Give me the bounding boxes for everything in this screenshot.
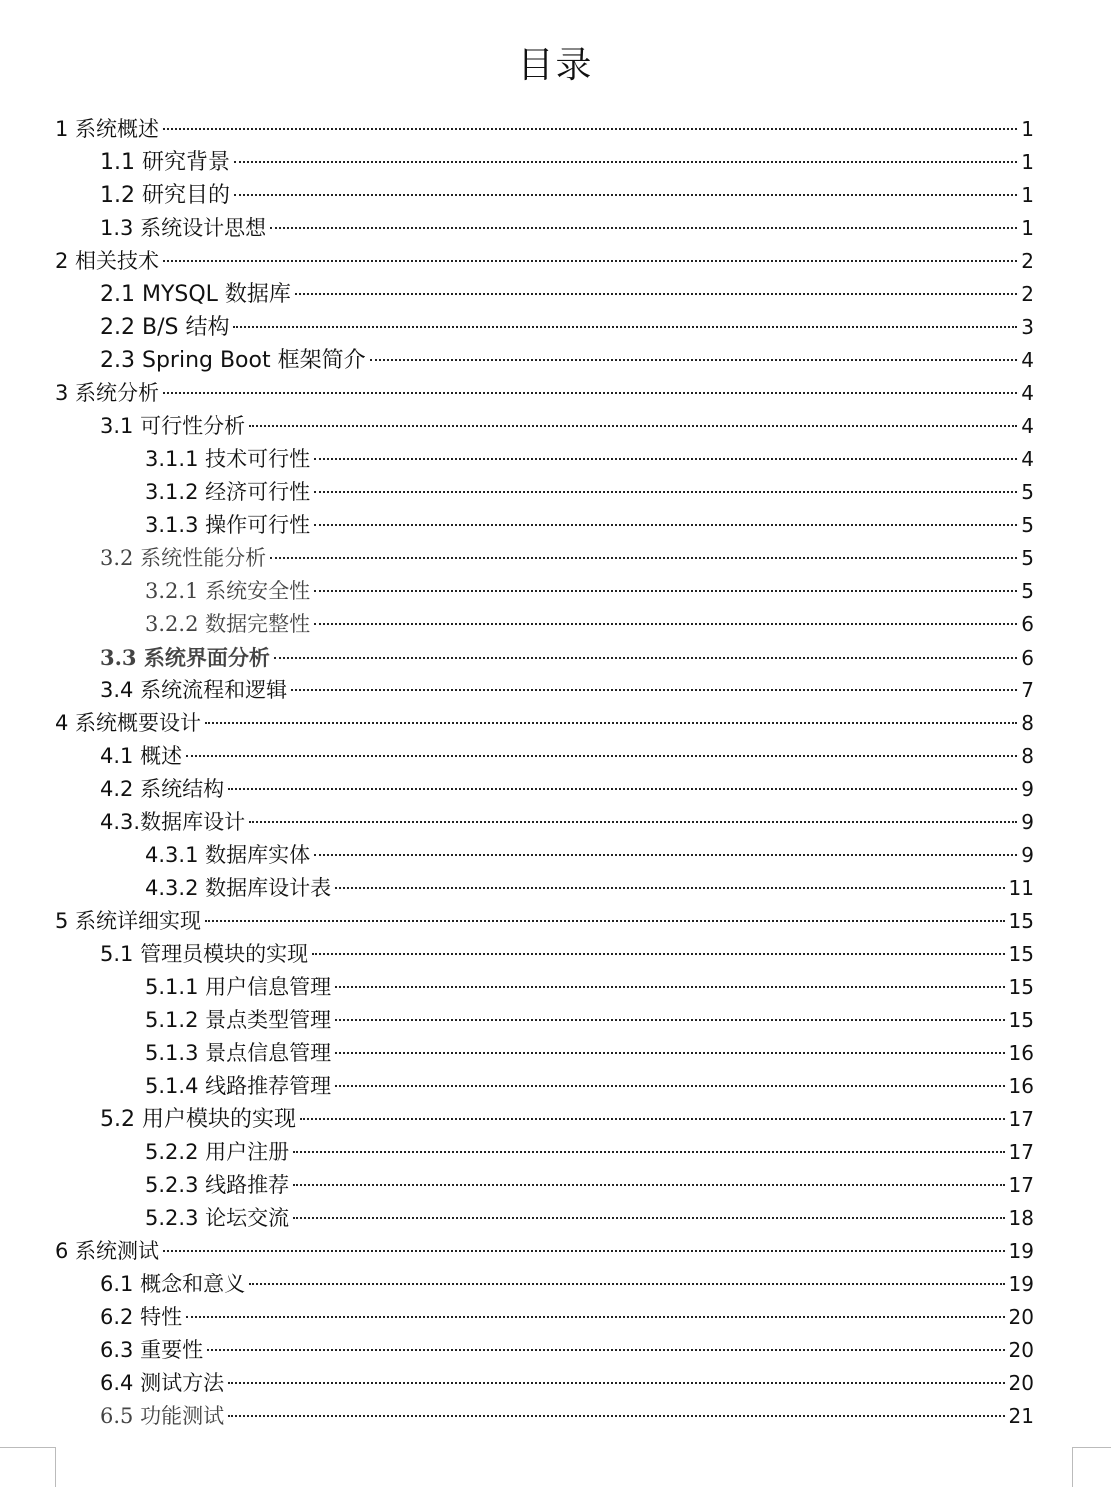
toc-entry[interactable] [55, 113, 1034, 146]
toc-page-number: 21 [1008, 1404, 1034, 1428]
toc-entry-text: 5.1 管理员模块的实现 [100, 942, 309, 966]
toc-entry-text: 1.3 系统设计思想 [100, 216, 267, 240]
toc-entry-text: 3.1 可行性分析 [100, 414, 246, 438]
toc-entry-text: 5.1.3 景点信息管理 [145, 1041, 332, 1065]
toc-entry-text: 3 系统分析 [55, 381, 160, 405]
toc-entry-text: 3.2.2 数据完整性 [145, 612, 311, 636]
toc-page-number: 15 [1008, 1008, 1034, 1032]
dot-leader [163, 128, 1017, 130]
toc-entry[interactable] [100, 806, 1034, 839]
toc-page-number: 4 [1021, 348, 1034, 372]
dot-leader [207, 1349, 1004, 1351]
toc-entry[interactable] [145, 1169, 1034, 1202]
toc-entry-text: 4 系统概要设计 [55, 711, 202, 735]
toc-entry[interactable] [145, 509, 1034, 542]
toc-page-number: 5 [1021, 480, 1034, 504]
dot-leader [314, 524, 1017, 526]
toc-entry-text: 6.4 测试方法 [100, 1371, 225, 1395]
toc-entry-text: 3.1.2 经济可行性 [145, 480, 311, 504]
toc-entry[interactable] [55, 707, 1034, 740]
dot-leader [249, 425, 1017, 427]
toc-entry[interactable] [100, 542, 1034, 575]
toc-entry-text: 6.3 重要性 [100, 1338, 204, 1362]
toc-page-number: 8 [1021, 744, 1034, 768]
dot-leader [228, 788, 1017, 790]
toc-page-number: 1 [1021, 117, 1034, 141]
toc-entry[interactable] [55, 1235, 1034, 1268]
toc-page-number: 16 [1008, 1041, 1034, 1065]
dot-leader [163, 392, 1017, 394]
toc-entry-text: 4.3.1 数据库实体 [145, 843, 311, 867]
dot-leader [335, 1085, 1004, 1087]
toc-page-number: 11 [1008, 876, 1034, 900]
toc-entry[interactable] [100, 410, 1034, 443]
toc-entry[interactable] [145, 608, 1034, 641]
toc-entry-text: 2.2 B/S 结构 [100, 315, 230, 340]
toc-entry[interactable] [55, 377, 1034, 410]
toc-entry[interactable] [100, 1301, 1034, 1334]
dot-leader [314, 491, 1017, 493]
toc-page-number: 5 [1021, 513, 1034, 537]
dot-leader [300, 1118, 1005, 1120]
dot-leader [335, 1019, 1004, 1021]
toc-page-number: 15 [1008, 909, 1034, 933]
dot-leader [234, 194, 1017, 196]
toc-entry[interactable] [145, 1070, 1034, 1103]
toc-entry[interactable] [100, 1400, 1034, 1433]
toc-page-number: 17 [1008, 1173, 1034, 1197]
toc-entry-text: 1 系统概述 [55, 117, 160, 141]
dot-leader [205, 722, 1017, 724]
toc-entry[interactable] [145, 1037, 1034, 1070]
toc-entry[interactable] [100, 212, 1034, 245]
toc-entry[interactable] [145, 839, 1034, 872]
toc-entry[interactable] [145, 872, 1034, 905]
dot-leader [228, 1382, 1004, 1384]
toc-entry[interactable] [100, 641, 1034, 674]
dot-leader [314, 590, 1017, 592]
toc-entry[interactable] [100, 674, 1034, 707]
dot-leader [335, 1052, 1004, 1054]
toc-page-number: 9 [1021, 777, 1034, 801]
toc-entry[interactable] [100, 1367, 1034, 1400]
toc-entry[interactable] [100, 1334, 1034, 1367]
toc-entry[interactable] [145, 1004, 1034, 1037]
dot-leader [370, 359, 1018, 361]
toc-entry[interactable] [55, 245, 1034, 278]
toc-entry-text: 3.1.1 技术可行性 [145, 447, 311, 471]
toc-entry-text: 2.1 MYSQL 数据库 [100, 282, 291, 307]
toc-entry[interactable] [100, 740, 1034, 773]
toc-entry[interactable] [145, 1136, 1034, 1169]
page-title: 目录 [517, 45, 594, 86]
toc-page-number: 20 [1008, 1371, 1034, 1395]
dot-leader [186, 1316, 1004, 1318]
toc-entry-text: 3.1.3 操作可行性 [145, 513, 311, 537]
toc-entry[interactable] [100, 278, 1034, 311]
toc-entry-text: 6.1 概念和意义 [100, 1272, 246, 1296]
toc-page-number: 17 [1008, 1107, 1034, 1131]
dot-leader [335, 887, 1004, 889]
toc-entry[interactable] [100, 146, 1034, 179]
toc-page-number: 4 [1021, 381, 1034, 405]
toc-page-number: 6 [1021, 612, 1034, 636]
toc-entry[interactable] [100, 311, 1034, 344]
toc-page-number: 16 [1008, 1074, 1034, 1098]
toc-page-number: 9 [1021, 843, 1034, 867]
toc-entry-text: 3.4 系统流程和逻辑 [100, 678, 288, 702]
toc-page-number: 19 [1008, 1239, 1034, 1263]
toc-entry[interactable] [100, 1268, 1034, 1301]
dot-leader [314, 623, 1017, 625]
toc-entry-text: 5.1.4 线路推荐管理 [145, 1074, 332, 1098]
toc-page-number: 18 [1008, 1206, 1034, 1230]
toc-entry-text: 4.3.数据库设计 [100, 810, 246, 834]
toc-entry-text: 5.1.2 景点类型管理 [145, 1008, 332, 1032]
dot-leader [228, 1415, 1004, 1417]
dot-leader [335, 986, 1004, 988]
toc-entry[interactable] [100, 179, 1034, 212]
toc-page-number: 19 [1008, 1272, 1034, 1296]
toc-entry[interactable] [145, 1202, 1034, 1235]
toc-entry[interactable] [145, 443, 1034, 476]
dot-leader [249, 1283, 1004, 1285]
toc-page-number: 20 [1008, 1305, 1034, 1329]
toc-page-number: 8 [1021, 711, 1034, 735]
toc-page-number: 7 [1021, 678, 1034, 702]
toc-page-number: 5 [1021, 546, 1034, 570]
toc-page-number: 4 [1021, 447, 1034, 471]
toc-entry-text: 6.5 功能测试 [100, 1404, 225, 1428]
dot-leader [270, 227, 1017, 229]
dot-leader [291, 689, 1017, 691]
toc-page-number: 15 [1008, 942, 1034, 966]
toc-page-number: 9 [1021, 810, 1034, 834]
toc-entry[interactable] [145, 971, 1034, 1004]
toc-entry[interactable] [55, 905, 1034, 938]
toc-entry[interactable] [145, 476, 1034, 509]
toc-page-number: 15 [1008, 975, 1034, 999]
dot-leader [249, 821, 1017, 823]
toc-entry[interactable] [100, 1103, 1034, 1136]
toc-entry-text: 3.2 系统性能分析 [100, 546, 267, 570]
dot-leader [186, 755, 1017, 757]
toc-page-number: 6 [1021, 646, 1034, 670]
toc-entry-text: 3.2.1 系统安全性 [145, 579, 311, 603]
dot-leader [205, 920, 1005, 922]
toc-entry-text: 5.2.2 用户注册 [145, 1140, 290, 1164]
toc-entry-text: 1.2 研究目的 [100, 183, 230, 208]
toc-entry-text: 1.1 研究背景 [100, 150, 230, 175]
toc-entry-text: 2.3 Spring Boot 框架简介 [100, 348, 366, 373]
toc-entry-text: 6 系统测试 [55, 1239, 160, 1263]
dot-leader [312, 953, 1004, 955]
toc-entry-text: 5.2.3 线路推荐 [145, 1173, 290, 1197]
toc-entry-text: 5.2 用户模块的实现 [100, 1107, 296, 1132]
page-corner-mark-left [0, 1447, 56, 1487]
dot-leader [274, 657, 1017, 659]
toc-page-number: 1 [1021, 150, 1034, 174]
dot-leader [293, 1184, 1004, 1186]
dot-leader [293, 1217, 1004, 1219]
dot-leader [233, 326, 1017, 328]
toc-entry-text: 4.3.2 数据库设计表 [145, 876, 332, 900]
dot-leader [314, 854, 1017, 856]
toc-entry-text: 5 系统详细实现 [55, 909, 202, 933]
toc-entry-text: 4.1 概述 [100, 744, 183, 768]
toc-page-number: 5 [1021, 579, 1034, 603]
dot-leader [163, 260, 1017, 262]
page-corner-mark-right [1072, 1447, 1111, 1487]
toc-page-number: 2 [1021, 249, 1034, 273]
dot-leader [270, 557, 1017, 559]
toc-entry-text: 3.3 系统界面分析 [100, 645, 270, 670]
toc-page-number: 1 [1021, 216, 1034, 240]
toc-entry[interactable] [100, 773, 1034, 806]
toc-entry-text: 5.2.3 论坛交流 [145, 1206, 290, 1230]
toc-entry-text: 4.2 系统结构 [100, 777, 225, 801]
toc-entry[interactable] [145, 575, 1034, 608]
toc-page-number: 1 [1021, 183, 1034, 207]
toc-page-number: 4 [1021, 414, 1034, 438]
toc-entry[interactable] [100, 344, 1034, 377]
toc-page-number: 17 [1008, 1140, 1034, 1164]
toc-page-number: 2 [1021, 282, 1034, 306]
dot-leader [163, 1250, 1005, 1252]
toc-page-number: 3 [1021, 315, 1034, 339]
dot-leader [293, 1151, 1004, 1153]
dot-leader [234, 161, 1017, 163]
toc-page-number: 20 [1008, 1338, 1034, 1362]
toc-entry-text: 6.2 特性 [100, 1305, 183, 1329]
toc-entry-text: 2 相关技术 [55, 249, 160, 273]
toc-entry[interactable] [100, 938, 1034, 971]
toc-entry-text: 5.1.1 用户信息管理 [145, 975, 332, 999]
dot-leader [295, 293, 1017, 295]
dot-leader [314, 458, 1017, 460]
